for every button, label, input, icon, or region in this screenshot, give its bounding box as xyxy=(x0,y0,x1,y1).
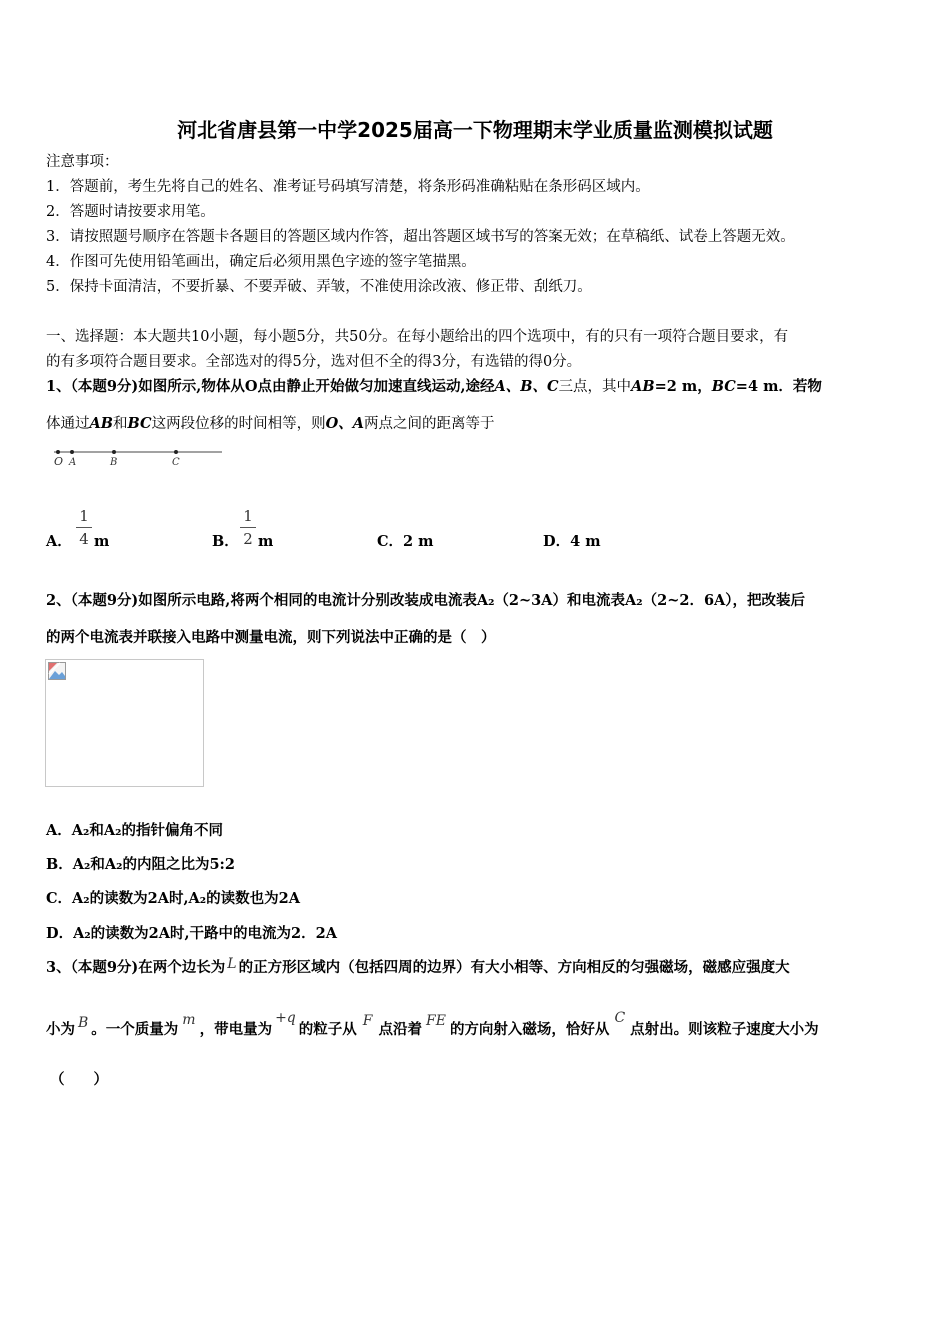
question-2-line-2: 的两个电流表并联接入电路中测量电流，则下列说法中正确的是（ ） xyxy=(46,629,496,646)
notice-heading: 注意事项： xyxy=(46,154,119,170)
q1-option-b-unit: m xyxy=(258,533,274,550)
point-o-dot xyxy=(56,450,60,454)
point-a-label: A xyxy=(69,457,77,468)
q1-option-c: C．2 m xyxy=(377,533,434,550)
q2-option-c: C．A₂的读数为2A时,A₂的读数也为2A xyxy=(46,890,300,907)
q2-option-b: B．A₂和A₂的内阻之比为5:2 xyxy=(46,856,235,873)
notice-item: 1．答题前，考生先将自己的姓名、准考证号码填写清楚，将条形码准确粘贴在条形码区域内。 xyxy=(46,179,650,195)
notice-item: 2．答题时请按要求用笔。 xyxy=(46,204,215,220)
q1-option-a-unit: m xyxy=(94,533,110,550)
question-3-answer-blank: （ ） xyxy=(50,1071,108,1088)
q2-option-d: D．A₂的读数为2A时,干路中的电流为2．2A xyxy=(46,925,337,942)
section-description: 的有多项符合题目要求。全部选对的得5分，选对但不全的得3分，有选错的得0分。 xyxy=(46,354,582,370)
point-o-label: O xyxy=(54,455,64,468)
question-1-line-2: 体通过AB和BC这两段位移的时间相等，则O、A两点之间的距离等于 xyxy=(46,415,495,432)
point-c-label: C xyxy=(172,457,180,468)
q2-option-a: A．A₂和A₂的指针偏角不同 xyxy=(46,822,223,839)
notice-item: 4．作图可先使用铅笔画出，确定后必须用黑色字迹的签字笔描黑。 xyxy=(46,254,476,270)
broken-image-icon xyxy=(48,662,66,680)
notice-item: 5．保持卡面清洁，不要折暴、不要弄破、弄皱，不准使用涂改液、修正带、刮纸刀。 xyxy=(46,279,592,295)
question-3-line-2: 小为 B 。一个质量为m，带电量为+q的粒子从 F 点沿着 FE 的方向射入磁场，恰好从C点射出。则该粒子速度大小为 xyxy=(46,1010,819,1038)
question-2-line-1: 2、（本题9分)如图所示电路,将两个相同的电流计分别改装成电流表A₂（2~3A）和电流表A₂（2~2．6A），把改装后 xyxy=(46,592,806,609)
circuit-image-placeholder xyxy=(45,659,204,787)
question-3-line-1: 3、（本题9分)在两个边长为 L 的正方形区域内（包括四周的边界）有大小相等、方向相反的匀强磁场，磁感应强度大 xyxy=(46,956,790,976)
point-a-dot xyxy=(70,450,74,454)
section-heading: 一、选择题：本大题共10小题，每小题5分，共50分。在每小题给出的四个选项中，有的只有一项符合题目要求，有 xyxy=(46,329,789,345)
q1-option-b-fraction: 1 2 xyxy=(240,507,256,548)
q1-option-d: D．4 m xyxy=(543,533,601,550)
notice-item: 3．请按照题号顺序在答题卡各题目的答题区域内作答，超出答题区域书写的答案无效；在草稿纸、试卷上答题无效。 xyxy=(46,229,795,245)
q1-option-a-fraction: 1 4 xyxy=(76,507,92,548)
point-b-dot xyxy=(112,450,116,454)
page-title: 河北省唐县第一中学2025届高一下物理期末学业质量监测模拟试题 xyxy=(177,118,773,142)
q1-option-a-label: A． xyxy=(46,533,72,550)
question-1-line-1: 1、（本题9分)如图所示,物体从O点由静止开始做匀加速直线运动,途经A、B、C三点，其中AB=2 m，BC=4 m．若物 xyxy=(46,378,822,395)
motion-diagram xyxy=(50,444,225,470)
q1-option-b-label: B． xyxy=(212,533,239,550)
point-c-dot xyxy=(174,450,178,454)
point-b-label: B xyxy=(110,457,118,468)
